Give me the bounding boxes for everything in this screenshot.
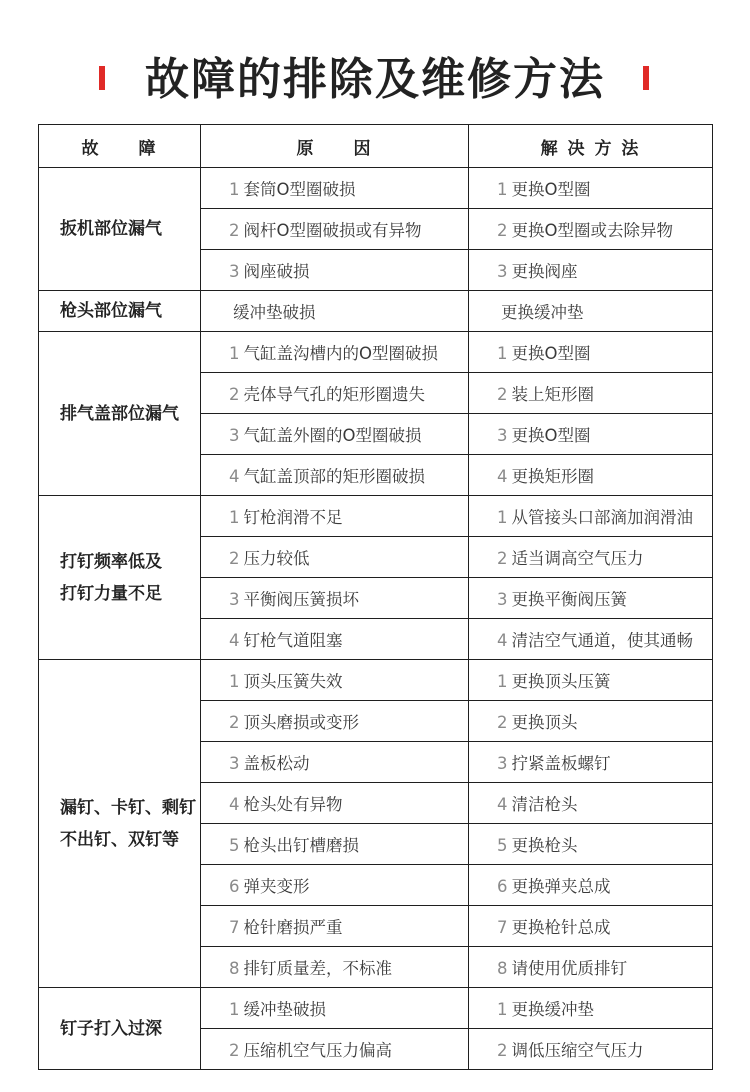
cause-text: 压力较低: [243, 549, 310, 568]
solution-cell: [469, 414, 713, 455]
cause-number: 5: [229, 836, 240, 855]
cause-number: 1: [229, 508, 240, 527]
solution-text: 清洁空气通道，使其通畅: [511, 631, 693, 650]
header-fault: 故 障: [39, 125, 201, 168]
table-row: [39, 168, 713, 209]
solution-number: 1: [497, 1000, 508, 1019]
table-header-row: [39, 125, 713, 168]
cause-text: 排钉质量差，不标准: [243, 959, 392, 978]
solution-cell: [469, 619, 713, 660]
troubleshooting-table-container: [38, 124, 712, 1070]
solution-number: 1: [497, 508, 508, 527]
solution-text: 更换顶头压簧: [511, 672, 611, 691]
cause-cell: [201, 373, 469, 414]
cause-cell: [201, 250, 469, 291]
cause-cell: [201, 783, 469, 824]
cause-cell: [201, 906, 469, 947]
solution-number: 3: [497, 426, 508, 445]
table-row: [39, 660, 713, 701]
cause-number: 4: [229, 795, 240, 814]
solution-text: 更换O型圈或去除异物: [511, 221, 673, 240]
cause-number: 3: [229, 590, 240, 609]
cause-number: 4: [229, 631, 240, 650]
solution-text: 从管接头口部滴加润滑油: [511, 508, 693, 527]
solution-number: 3: [497, 262, 508, 281]
solution-number: 2: [497, 713, 508, 732]
cause-text: 壳体导气孔的矩形圈遗失: [243, 385, 425, 404]
solution-cell: [469, 947, 713, 988]
solution-number: 5: [497, 836, 508, 855]
solution-number: 7: [497, 918, 508, 937]
cause-text: 气缸盖顶部的矩形圈破损: [243, 467, 425, 486]
solution-cell: [469, 701, 713, 742]
cause-number: 2: [229, 549, 240, 568]
cause-number: 8: [229, 959, 240, 978]
cause-cell: [201, 578, 469, 619]
cause-cell: [201, 988, 469, 1029]
solution-cell: [469, 906, 713, 947]
page-header: [0, 48, 750, 114]
cause-number: 6: [229, 877, 240, 896]
cause-text: 枪针磨损严重: [243, 918, 343, 937]
cause-cell: [201, 291, 469, 332]
solution-cell: [469, 742, 713, 783]
solution-text: 更换矩形圈: [511, 467, 594, 486]
fault-cell: 漏钉、卡钉、剩钉 不出钉、双钉等: [39, 660, 201, 988]
solution-cell: [469, 865, 713, 906]
cause-number: 1: [229, 1000, 240, 1019]
solution-text: 装上矩形圈: [511, 385, 594, 404]
solution-number: 1: [497, 344, 508, 363]
cause-number: 2: [229, 713, 240, 732]
solution-cell: [469, 988, 713, 1029]
cause-cell: [201, 414, 469, 455]
solution-text: 更换枪针总成: [511, 918, 611, 937]
solution-cell: [469, 660, 713, 701]
fault-cell: 打钉频率低及 打钉力量不足: [39, 496, 201, 660]
cause-text: 气缸盖外圈的O型圈破损: [243, 426, 422, 445]
solution-number: 8: [497, 959, 508, 978]
cause-text: 套筒O型圈破损: [243, 180, 356, 199]
table-row: [39, 291, 713, 332]
cause-text: 弹夹变形: [243, 877, 310, 896]
cause-cell: [201, 455, 469, 496]
cause-text: 枪头处有异物: [243, 795, 343, 814]
fault-cell: 扳机部位漏气: [39, 168, 201, 291]
header-solution: 解 决 方 法: [469, 125, 713, 168]
table-row: [39, 496, 713, 537]
cause-number: 3: [229, 426, 240, 445]
cause-number: 1: [229, 180, 240, 199]
cause-text: 阀座破损: [243, 262, 310, 281]
solution-cell: [469, 373, 713, 414]
cause-number: 2: [229, 385, 240, 404]
accent-bar-right: [643, 66, 649, 90]
cause-cell: [201, 824, 469, 865]
fault-cell: 钉子打入过深: [39, 988, 201, 1070]
solution-number: 2: [497, 1041, 508, 1060]
solution-text: 更换缓冲垫: [511, 1000, 594, 1019]
cause-cell: [201, 209, 469, 250]
cause-number: 3: [229, 262, 240, 281]
solution-text: 适当调高空气压力: [511, 549, 644, 568]
solution-number: 4: [497, 631, 508, 650]
table-row: [39, 988, 713, 1029]
cause-cell: [201, 947, 469, 988]
cause-cell: [201, 742, 469, 783]
solution-text: 拧紧盖板螺钉: [511, 754, 611, 773]
cause-cell: [201, 537, 469, 578]
cause-cell: [201, 496, 469, 537]
fault-cell: 排气盖部位漏气: [39, 332, 201, 496]
cause-text: 钉枪润滑不足: [243, 508, 343, 527]
cause-cell: [201, 1029, 469, 1070]
page-title: 故障的排除及维修方法: [145, 54, 605, 105]
solution-number: 4: [497, 467, 508, 486]
solution-cell: [469, 824, 713, 865]
solution-cell: [469, 578, 713, 619]
cause-cell: [201, 701, 469, 742]
cause-cell: [201, 865, 469, 906]
solution-text: 更换平衡阀压簧: [511, 590, 627, 609]
solution-number: 1: [497, 180, 508, 199]
header-cause: 原 因: [201, 125, 469, 168]
cause-number: 2: [229, 221, 240, 240]
solution-number: 2: [497, 385, 508, 404]
solution-cell: [469, 496, 713, 537]
solution-text: 更换弹夹总成: [511, 877, 611, 896]
solution-number: 3: [497, 590, 508, 609]
table-body: [39, 168, 713, 1070]
cause-text: 气缸盖沟槽内的O型圈破损: [243, 344, 438, 363]
solution-text: 更换O型圈: [511, 180, 591, 199]
solution-number: 2: [497, 549, 508, 568]
solution-text: 更换O型圈: [511, 426, 591, 445]
solution-cell: [469, 332, 713, 373]
solution-cell: [469, 291, 713, 332]
cause-number: 1: [229, 672, 240, 691]
solution-text: 更换O型圈: [511, 344, 591, 363]
solution-cell: [469, 209, 713, 250]
cause-text: 压缩机空气压力偏高: [243, 1041, 392, 1060]
cause-number: 1: [229, 344, 240, 363]
cause-text: 枪头出钉槽磨损: [243, 836, 359, 855]
solution-text: 调低压缩空气压力: [511, 1041, 644, 1060]
cause-cell: [201, 619, 469, 660]
solution-number: 6: [497, 877, 508, 896]
cause-cell: [201, 660, 469, 701]
solution-cell: [469, 250, 713, 291]
solution-cell: [469, 783, 713, 824]
cause-cell: [201, 332, 469, 373]
solution-number: 2: [497, 221, 508, 240]
solution-text: 更换阀座: [511, 262, 578, 281]
cause-text: 缓冲垫破损: [233, 303, 316, 322]
solution-cell: [469, 168, 713, 209]
cause-text: 缓冲垫破损: [243, 1000, 326, 1019]
troubleshooting-table: [38, 124, 713, 1070]
cause-text: 盖板松动: [243, 754, 310, 773]
solution-number: 1: [497, 672, 508, 691]
solution-text: 更换缓冲垫: [501, 303, 584, 322]
cause-number: 4: [229, 467, 240, 486]
solution-number: 3: [497, 754, 508, 773]
cause-text: 顶头压簧失效: [243, 672, 343, 691]
solution-cell: [469, 537, 713, 578]
table-row: [39, 332, 713, 373]
cause-text: 顶头磨损或变形: [243, 713, 359, 732]
solution-cell: [469, 455, 713, 496]
solution-text: 请使用优质排钉: [511, 959, 627, 978]
cause-text: 阀杆O型圈破损或有异物: [243, 221, 422, 240]
fault-cell: 枪头部位漏气: [39, 291, 201, 332]
cause-number: 2: [229, 1041, 240, 1060]
cause-number: 3: [229, 754, 240, 773]
solution-cell: [469, 1029, 713, 1070]
cause-cell: [201, 168, 469, 209]
solution-number: 4: [497, 795, 508, 814]
cause-text: 平衡阀压簧损坏: [243, 590, 359, 609]
solution-text: 更换顶头: [511, 713, 578, 732]
solution-text: 更换枪头: [511, 836, 578, 855]
cause-number: 7: [229, 918, 240, 937]
cause-text: 钉枪气道阻塞: [243, 631, 343, 650]
solution-text: 清洁枪头: [511, 795, 578, 814]
